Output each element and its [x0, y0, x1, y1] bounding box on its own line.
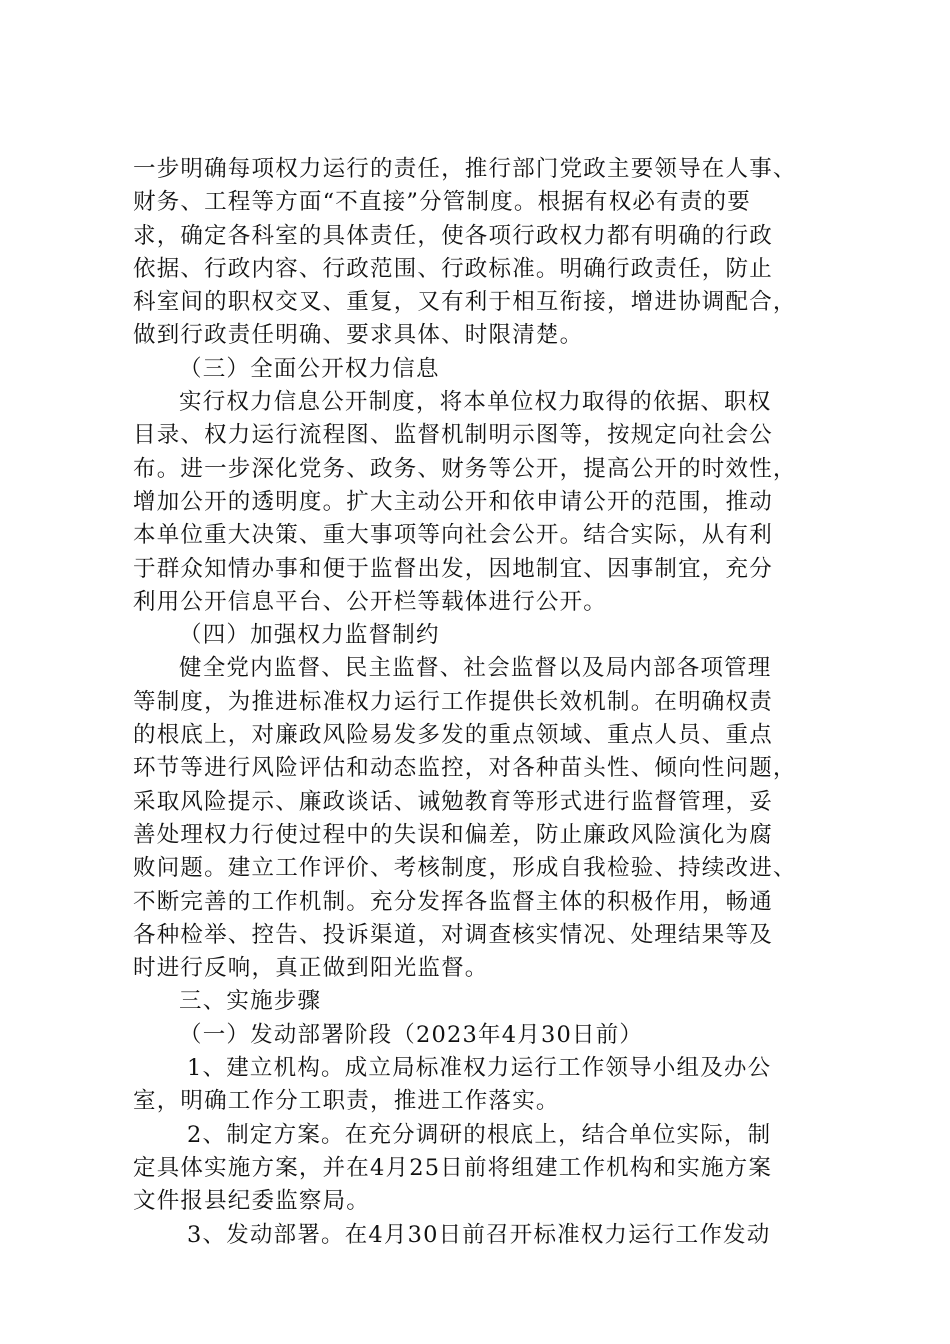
paragraph-first-line: 实行权力信息公开制度，将本单位权力取得的依据、职权 — [179, 389, 772, 416]
text-line: 善处理权力行使过程中的失误和偏差，防止廉政风险演化为腐 — [133, 821, 773, 848]
text-line: 败问题。建立工作评价、考核制度，形成自我检验、持续改进、 — [133, 855, 797, 882]
text-line: 财务、工程等方面“不直接”分管制度。根据有权必有责的要 — [133, 189, 751, 216]
text-line: 依据、行政内容、行政范围、行政标准。明确行政责任，防止 — [133, 255, 773, 282]
text-line: 不断完善的工作机制。充分发挥各监督主体的积极作用，畅通 — [133, 888, 773, 915]
text-line: 一步明确每项权力运行的责任，推行部门党政主要领导在人事、 — [133, 156, 797, 182]
section-heading: （四）加强权力监督制约 — [179, 622, 440, 649]
subsection-heading: （一）发动部署阶段（2023年4月30日前） — [179, 1021, 644, 1048]
paragraph-first-line: 1、建立机构。成立局标准权力运行工作领导小组及办公 — [187, 1055, 772, 1082]
text-line: 的根底上，对廉政风险易发多发的重点领域、重点人员、重点 — [133, 722, 773, 749]
text-line: 利用公开信息平台、公开栏等载体进行公开。 — [133, 588, 608, 615]
text-line: 各种检举、控告、投诉渠道，对调查核实情况、处理结果等及 — [133, 921, 773, 948]
text-line: 目录、权力运行流程图、监督机制明示图等，按规定向社会公 — [133, 422, 773, 449]
text-line: 采取风险提示、廉政谈话、诫勉教育等形式进行监督管理，妥 — [133, 788, 773, 815]
text-line: 环节等进行风险评估和动态监控，对各种苗头性、倾向性问题， — [133, 755, 797, 782]
text-line: 求，确定各科室的具体责任，使各项行政权力都有明确的行政 — [133, 222, 773, 249]
text-line: 室，明确工作分工职责，推进工作落实。 — [133, 1088, 560, 1115]
text-line: 本单位重大决策、重大事项等向社会公开。结合实际，从有利 — [133, 522, 773, 549]
document-body — [133, 153, 833, 1252]
text-line: 等制度，为推进标准权力运行工作提供长效机制。在明确权责 — [133, 688, 773, 715]
text-line: 时进行反响，真正做到阳光监督。 — [133, 955, 489, 982]
text-line: 科室间的职权交叉、重复，又有利于相互衔接，增进协调配合， — [133, 289, 797, 316]
section-heading: （三）全面公开权力信息 — [179, 355, 440, 382]
text-line: 于群众知情办事和便于监督出发，因地制宜、因事制宜，充分 — [133, 555, 773, 582]
text-line: 做到行政责任明确、要求具体、时限清楚。 — [133, 322, 584, 349]
text-line: 增加公开的透明度。扩大主动公开和依申请公开的范围，推动 — [133, 488, 773, 515]
text-line: 布。进一步深化党务、政务、财务等公开，提高公开的时效性， — [133, 455, 797, 482]
paragraph-first-line: 健全党内监督、民主监督、社会监督以及局内部各项管理 — [179, 655, 772, 682]
text-line: 定具体实施方案，并在4月25日前将组建工作机构和实施方案 — [133, 1154, 773, 1181]
paragraph-first-line: 2、制定方案。在充分调研的根底上，结合单位实际，制 — [187, 1121, 772, 1148]
text-line: 文件报县纪委监察局。 — [133, 1188, 371, 1215]
section-heading: 三、实施步骤 — [179, 988, 322, 1015]
paragraph-first-line: 3、发动部署。在4月30日前召开标准权力运行工作发动 — [187, 1221, 771, 1248]
